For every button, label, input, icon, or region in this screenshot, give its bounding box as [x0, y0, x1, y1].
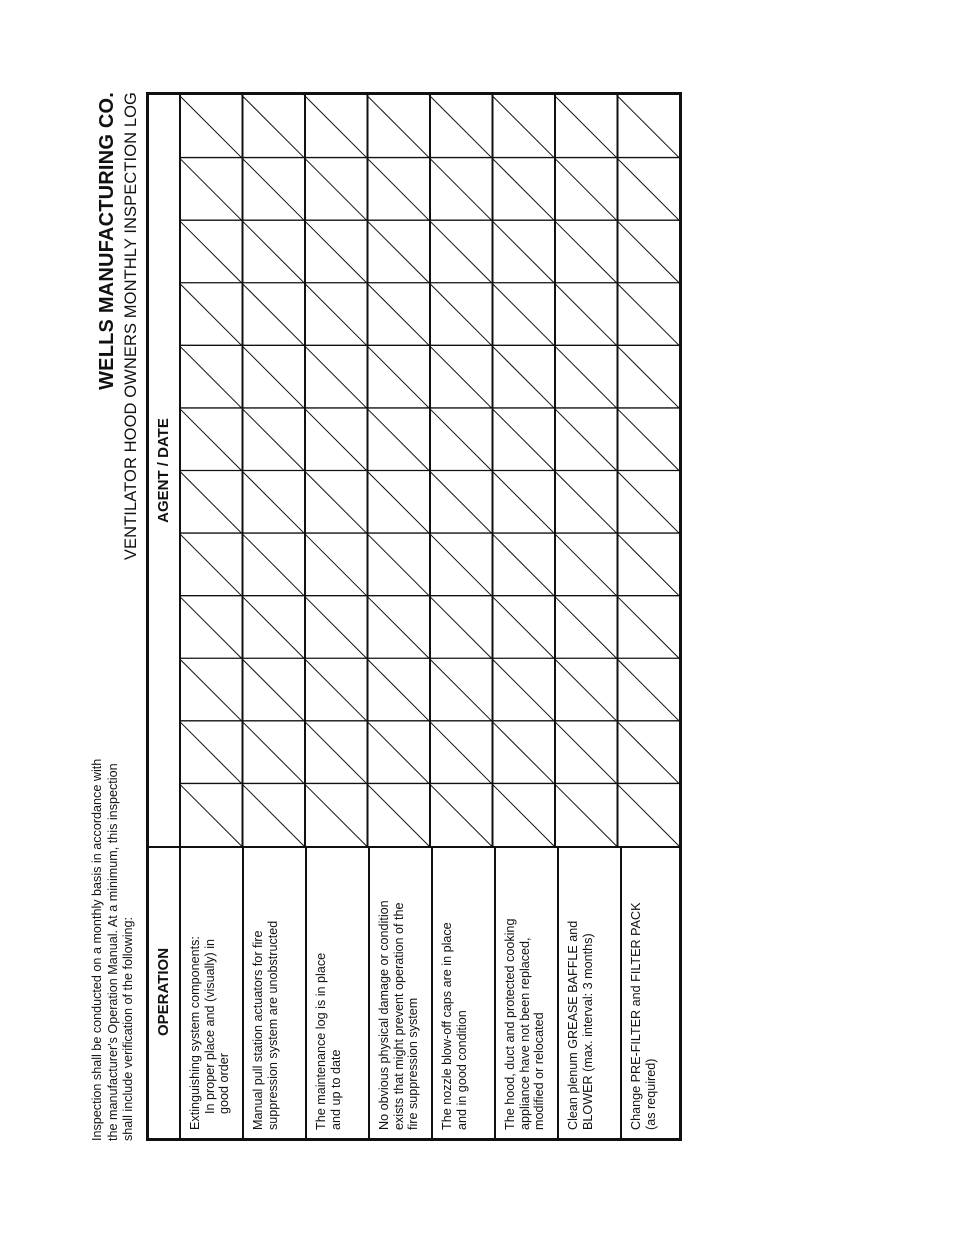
- operation-text: Manual pull station actuators for fire: [251, 930, 265, 1130]
- agent-date-cell-diagonal: [492, 95, 555, 158]
- operation-text: (as required): [643, 1058, 658, 1130]
- agent-date-cell-diagonal: [554, 158, 617, 221]
- operation-row: [431, 846, 494, 1138]
- operation-row: [557, 846, 620, 1138]
- agent-date-cell-diagonal: [367, 345, 430, 408]
- agent-date-cell-diagonal: [304, 220, 367, 283]
- agent-date-cell-diagonal: [242, 95, 305, 158]
- agent-date-cell-diagonal: [554, 345, 617, 408]
- agent-date-cell-diagonal: [367, 471, 430, 534]
- operation-column-header: OPERATION: [155, 947, 172, 1037]
- operation-text: and in good condition: [454, 1010, 469, 1130]
- inspection-table: [146, 92, 682, 1141]
- agent-date-cell-diagonal: [429, 783, 492, 846]
- operation-row: [305, 846, 368, 1138]
- agent-date-cell-diagonal: [367, 283, 430, 346]
- operation-text: fire suppression system: [406, 997, 420, 1130]
- operation-text: Change PRE-FILTER and FILTER PACK: [629, 902, 643, 1130]
- operation-text: No obvious physical damage or condition: [377, 900, 391, 1130]
- agent-date-cell-diagonal: [554, 533, 617, 596]
- agent-date-cell-diagonal: [367, 158, 430, 221]
- agent-date-cell-diagonal: [179, 596, 242, 659]
- agent-date-cell-diagonal: [367, 408, 430, 471]
- agent-date-cell-diagonal: [492, 408, 555, 471]
- agent-date-cell-diagonal: [179, 345, 242, 408]
- intro-line: shall include verification of the following:: [121, 916, 135, 1141]
- intro-line: Inspection shall be conducted on a monthly basis in accordance with: [90, 758, 104, 1141]
- agent-date-cell-diagonal: [492, 596, 555, 659]
- operation-row: [494, 846, 557, 1138]
- agent-date-cell-diagonal: [304, 408, 367, 471]
- agent-date-cell-diagonal: [617, 533, 680, 596]
- agent-date-cell-diagonal: [367, 721, 430, 784]
- agent-date-cell-diagonal: [242, 345, 305, 408]
- agent-date-cell-diagonal: [242, 220, 305, 283]
- log-title: VENTILATOR HOOD OWNERS MONTHLY INSPECTION LOG: [122, 92, 140, 561]
- agent-date-cell-diagonal: [304, 158, 367, 221]
- operation-text: In proper place and (visually) in: [202, 938, 217, 1114]
- agent-date-cell-diagonal: [242, 471, 305, 534]
- operation-text: The nozzle blow-off caps are in place: [440, 922, 454, 1130]
- agent-date-cell-diagonal: [429, 283, 492, 346]
- operation-text: The maintenance log is in place: [314, 952, 328, 1130]
- agent-date-cell-diagonal: [304, 95, 367, 158]
- agent-date-cell-diagonal: [367, 596, 430, 659]
- agent-date-cell-diagonal: [554, 471, 617, 534]
- agent-date-cell-diagonal: [304, 721, 367, 784]
- agent-date-cell-diagonal: [242, 721, 305, 784]
- agent-date-cell-diagonal: [242, 283, 305, 346]
- agent-date-cell-diagonal: [179, 533, 242, 596]
- operation-row: [368, 846, 431, 1138]
- agent-date-cell-diagonal: [492, 658, 555, 721]
- agent-date-cell-diagonal: [554, 596, 617, 659]
- agent-date-cell-diagonal: [367, 220, 430, 283]
- agent-date-cell-diagonal: [492, 721, 555, 784]
- agent-date-cell-diagonal: [492, 783, 555, 846]
- operation-text: modified or relocated: [532, 1012, 546, 1130]
- operation-text: suppression system are unobstructed: [265, 920, 280, 1130]
- agent-date-cell-diagonal: [617, 345, 680, 408]
- agent-date-cell-diagonal: [179, 721, 242, 784]
- agent-date-cell-diagonal: [304, 596, 367, 659]
- agent-date-cell-diagonal: [429, 345, 492, 408]
- agent-date-cell-diagonal: [304, 345, 367, 408]
- agent-date-cell-diagonal: [492, 533, 555, 596]
- company-name: WELLS MANUFACTURING CO.: [96, 92, 118, 390]
- agent-date-cell-diagonal: [554, 95, 617, 158]
- operation-text: The hood, duct and protected cooking: [503, 918, 517, 1130]
- agent-date-cell-diagonal: [429, 721, 492, 784]
- agent-date-cell-diagonal: [429, 596, 492, 659]
- operation-row: [179, 846, 242, 1138]
- agent-date-cell-diagonal: [617, 471, 680, 534]
- agent-date-cell-diagonal: [242, 783, 305, 846]
- agent-date-cell-diagonal: [554, 220, 617, 283]
- agent-date-cell-diagonal: [304, 783, 367, 846]
- agent-date-cell-diagonal: [304, 283, 367, 346]
- operation-text: exists that might prevent operation of the: [391, 902, 406, 1130]
- agent-date-cell-diagonal: [367, 783, 430, 846]
- agent-date-cell-diagonal: [554, 783, 617, 846]
- agent-date-cell-diagonal: [429, 658, 492, 721]
- operation-text: appliance have not been replaced,: [517, 937, 532, 1130]
- agent-date-cell-diagonal: [179, 158, 242, 221]
- agent-date-cell-diagonal: [617, 95, 680, 158]
- operation-row: [242, 846, 305, 1138]
- agent-date-cell-diagonal: [304, 471, 367, 534]
- agent-date-cell-diagonal: [617, 408, 680, 471]
- agent-date-cell-diagonal: [242, 658, 305, 721]
- agent-date-cell-diagonal: [492, 158, 555, 221]
- agent-date-cell-diagonal: [617, 658, 680, 721]
- agent-date-cell-diagonal: [179, 408, 242, 471]
- agent-date-cell-diagonal: [304, 533, 367, 596]
- agent-date-cell-diagonal: [617, 283, 680, 346]
- agent-date-cell-diagonal: [179, 658, 242, 721]
- agent-date-cell-diagonal: [492, 471, 555, 534]
- agent-date-cell-diagonal: [492, 220, 555, 283]
- operation-text: and up to date: [328, 1049, 343, 1130]
- agent-date-cell-diagonal: [429, 408, 492, 471]
- agent-date-cell-diagonal: [492, 345, 555, 408]
- operation-text: Clean plenum GREASE BAFFLE and: [566, 920, 580, 1130]
- agent-date-cell-diagonal: [242, 596, 305, 659]
- agent-date-cell-diagonal: [554, 408, 617, 471]
- agent-date-cell-diagonal: [429, 471, 492, 534]
- rotated-form: [90, 92, 682, 1141]
- agent-date-column-header: AGENT / DATE: [155, 418, 172, 523]
- operation-text: good order: [217, 1053, 231, 1114]
- agent-date-cell-diagonal: [429, 220, 492, 283]
- agent-date-cell-diagonal: [242, 158, 305, 221]
- agent-date-cell-diagonal: [367, 533, 430, 596]
- agent-date-cell-diagonal: [429, 158, 492, 221]
- agent-date-cell-diagonal: [242, 533, 305, 596]
- agent-date-cell-diagonal: [429, 533, 492, 596]
- agent-date-cell-diagonal: [617, 158, 680, 221]
- agent-date-cell-diagonal: [304, 658, 367, 721]
- agent-date-cell-diagonal: [617, 596, 680, 659]
- agent-date-cell-diagonal: [554, 283, 617, 346]
- agent-date-cell-diagonal: [179, 471, 242, 534]
- agent-date-cell-diagonal: [429, 95, 492, 158]
- agent-date-cell-diagonal: [179, 283, 242, 346]
- agent-date-cell-diagonal: [554, 721, 617, 784]
- intro-line: the manufacturer's Operation Manual. At a minimum, this inspection: [105, 763, 120, 1141]
- agent-date-cell-diagonal: [367, 658, 430, 721]
- agent-date-grid: [179, 95, 679, 846]
- agent-date-cell-diagonal: [492, 283, 555, 346]
- agent-date-cell-diagonal: [617, 721, 680, 784]
- operation-text: BLOWER (max. interval: 3 months): [580, 933, 595, 1130]
- operation-text: Extinguishing system components:: [188, 936, 202, 1130]
- agent-date-cell-diagonal: [554, 658, 617, 721]
- agent-date-cell-diagonal: [242, 408, 305, 471]
- agent-date-cell-diagonal: [179, 220, 242, 283]
- operation-row: [620, 846, 679, 1138]
- agent-date-cell-diagonal: [367, 95, 430, 158]
- agent-date-cell-diagonal: [617, 220, 680, 283]
- agent-date-cell-diagonal: [179, 95, 242, 158]
- agent-date-cell-diagonal: [617, 783, 680, 846]
- agent-date-cell-diagonal: [179, 783, 242, 846]
